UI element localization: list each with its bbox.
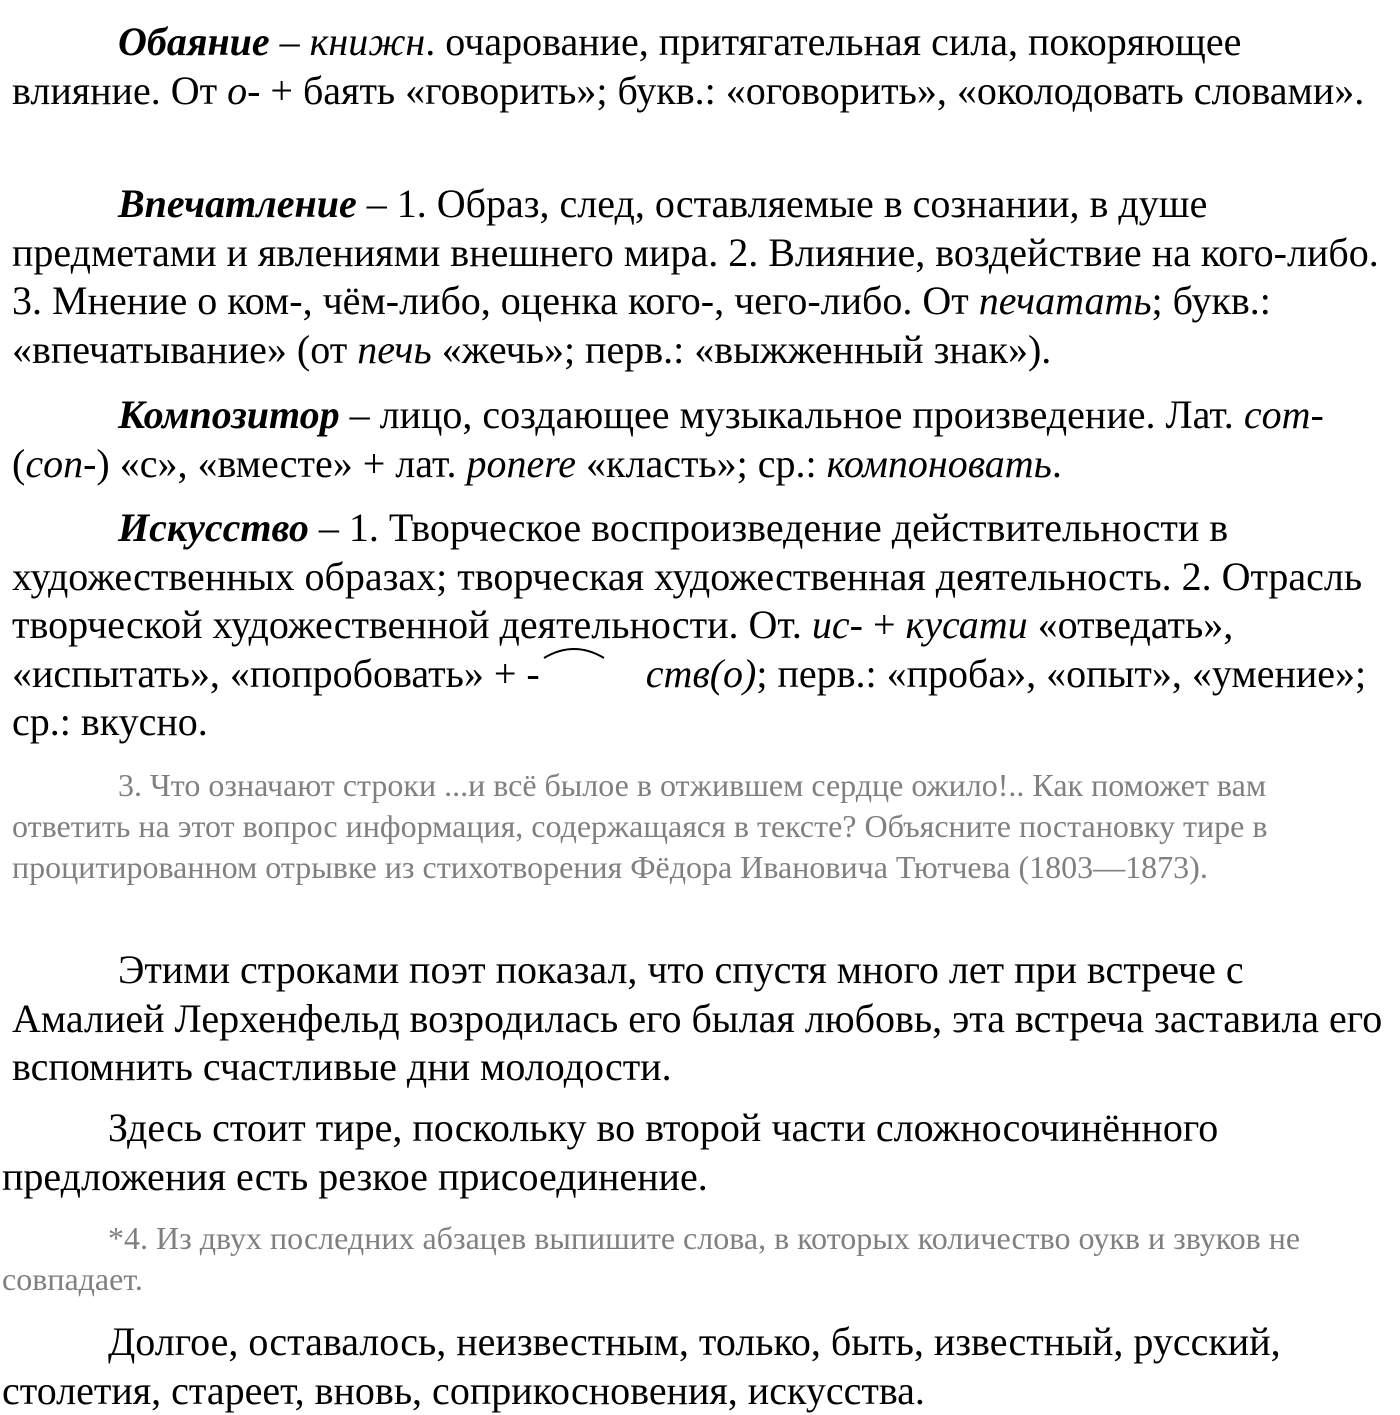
- entry-note: книжн: [309, 19, 426, 64]
- entry-text: .: [1051, 440, 1062, 486]
- entry-dash: –: [356, 181, 397, 226]
- entry-term: Впечатление: [118, 181, 357, 226]
- entry-word: ponere: [466, 440, 577, 486]
- entry-text: «жечь»; перв.: «выжженный знак»).: [431, 326, 1052, 372]
- question-4: *4. Из двух последних абзацев выпишите слова, в которых количество оукв и звуков не совпадает.: [2, 1220, 1301, 1297]
- entry-dash: –: [269, 19, 310, 64]
- entry-word: ств(о): [645, 650, 757, 696]
- entry-term: Обаяние: [118, 19, 270, 64]
- entry-term: Искусство: [118, 505, 309, 550]
- dictionary-entry-vpechatlenie: [12, 180, 1390, 374]
- answer-4: Долгое, оставалось, неизвестным, только, быть, известный, русский, столетия, стареет, вновь, соприкосновения, искусства.: [2, 1319, 1281, 1413]
- entry-text: лицо, создающее музыкальное произведение. Лат.: [379, 392, 1244, 437]
- entry-word: con-: [25, 440, 97, 486]
- entry-text: «отведать», «испытать», «попробовать» + -: [12, 602, 1234, 696]
- entry-word: печатать: [978, 278, 1152, 323]
- answer-3-paragraph-2: Здесь стоит тире, поскольку во второй части сложносочинённого предложения есть резкое присоединение.: [2, 1105, 1219, 1199]
- entry-text: . очарование, притягательная сила, покоряющее влияние. От: [12, 19, 1242, 113]
- entry-text: ; букв.: «впечатывание» (от: [12, 278, 1271, 372]
- entry-word: компоновать: [826, 440, 1052, 486]
- suffix-with-arc: [540, 650, 757, 699]
- entry-word: com-: [1243, 392, 1324, 437]
- entry-word: кусати: [905, 602, 1028, 647]
- entry-text: ) «с», «вместе» + лат.: [96, 440, 467, 486]
- question-3: 3. Что означают строки ...и всё былое в отжившем сердце ожило!.. Как поможет вам ответить на этот вопрос информация, содержащаяся в тексте? Объясните постановку тире в процитированном отрывке из стихотворения Фёдора Ивановича Тютчева (1803—1873).: [12, 767, 1268, 885]
- dictionary-entry-obayanie: [12, 18, 1390, 115]
- dictionary-entry-kompozitor: [12, 391, 1390, 488]
- dictionary-entry-iskusstvo: [12, 504, 1390, 747]
- entry-text: +: [862, 602, 906, 647]
- entry-dash: –: [339, 392, 380, 437]
- entry-dash: –: [308, 505, 349, 550]
- entry-term: Композитор: [118, 392, 340, 437]
- entry-text: + баять «говорить»; букв.: «оговорить», «околодовать словами».: [260, 67, 1365, 113]
- suffix-arc-mark: [542, 644, 606, 660]
- entry-text: «класть»; ср.:: [576, 440, 827, 486]
- entry-word: ис-: [811, 602, 863, 647]
- entry-prefix: о-: [227, 67, 261, 113]
- entry-text: 1. Творческое воспроизведение действительности в художественных образах; творческая художественная деятельность. 2. Отрасль творческой художественной деятельности. От.: [12, 505, 1363, 647]
- entry-word: печь: [357, 326, 432, 372]
- entry-text: ; перв.: «проба», «опыт», «умение»; ср.: вкусно.: [12, 650, 1367, 744]
- answer-3-paragraph-1: Этими строками поэт показал, что спустя много лет при встрече с Амалией Лерхенфельд возродилась его былая любовь, эта встреча заставила его вспомнить счастливые дни молодости.: [12, 947, 1383, 1089]
- entry-text: (: [12, 440, 26, 486]
- entry-text: 1. Образ, след, оставляемые в сознании, в душе предметами и явлениями внешнего мира. 2. Влияние, воздействие на кого-либо. 3. Мнение о ком-, чём-либо, оценка кого-, чего-либо. От: [12, 181, 1379, 323]
